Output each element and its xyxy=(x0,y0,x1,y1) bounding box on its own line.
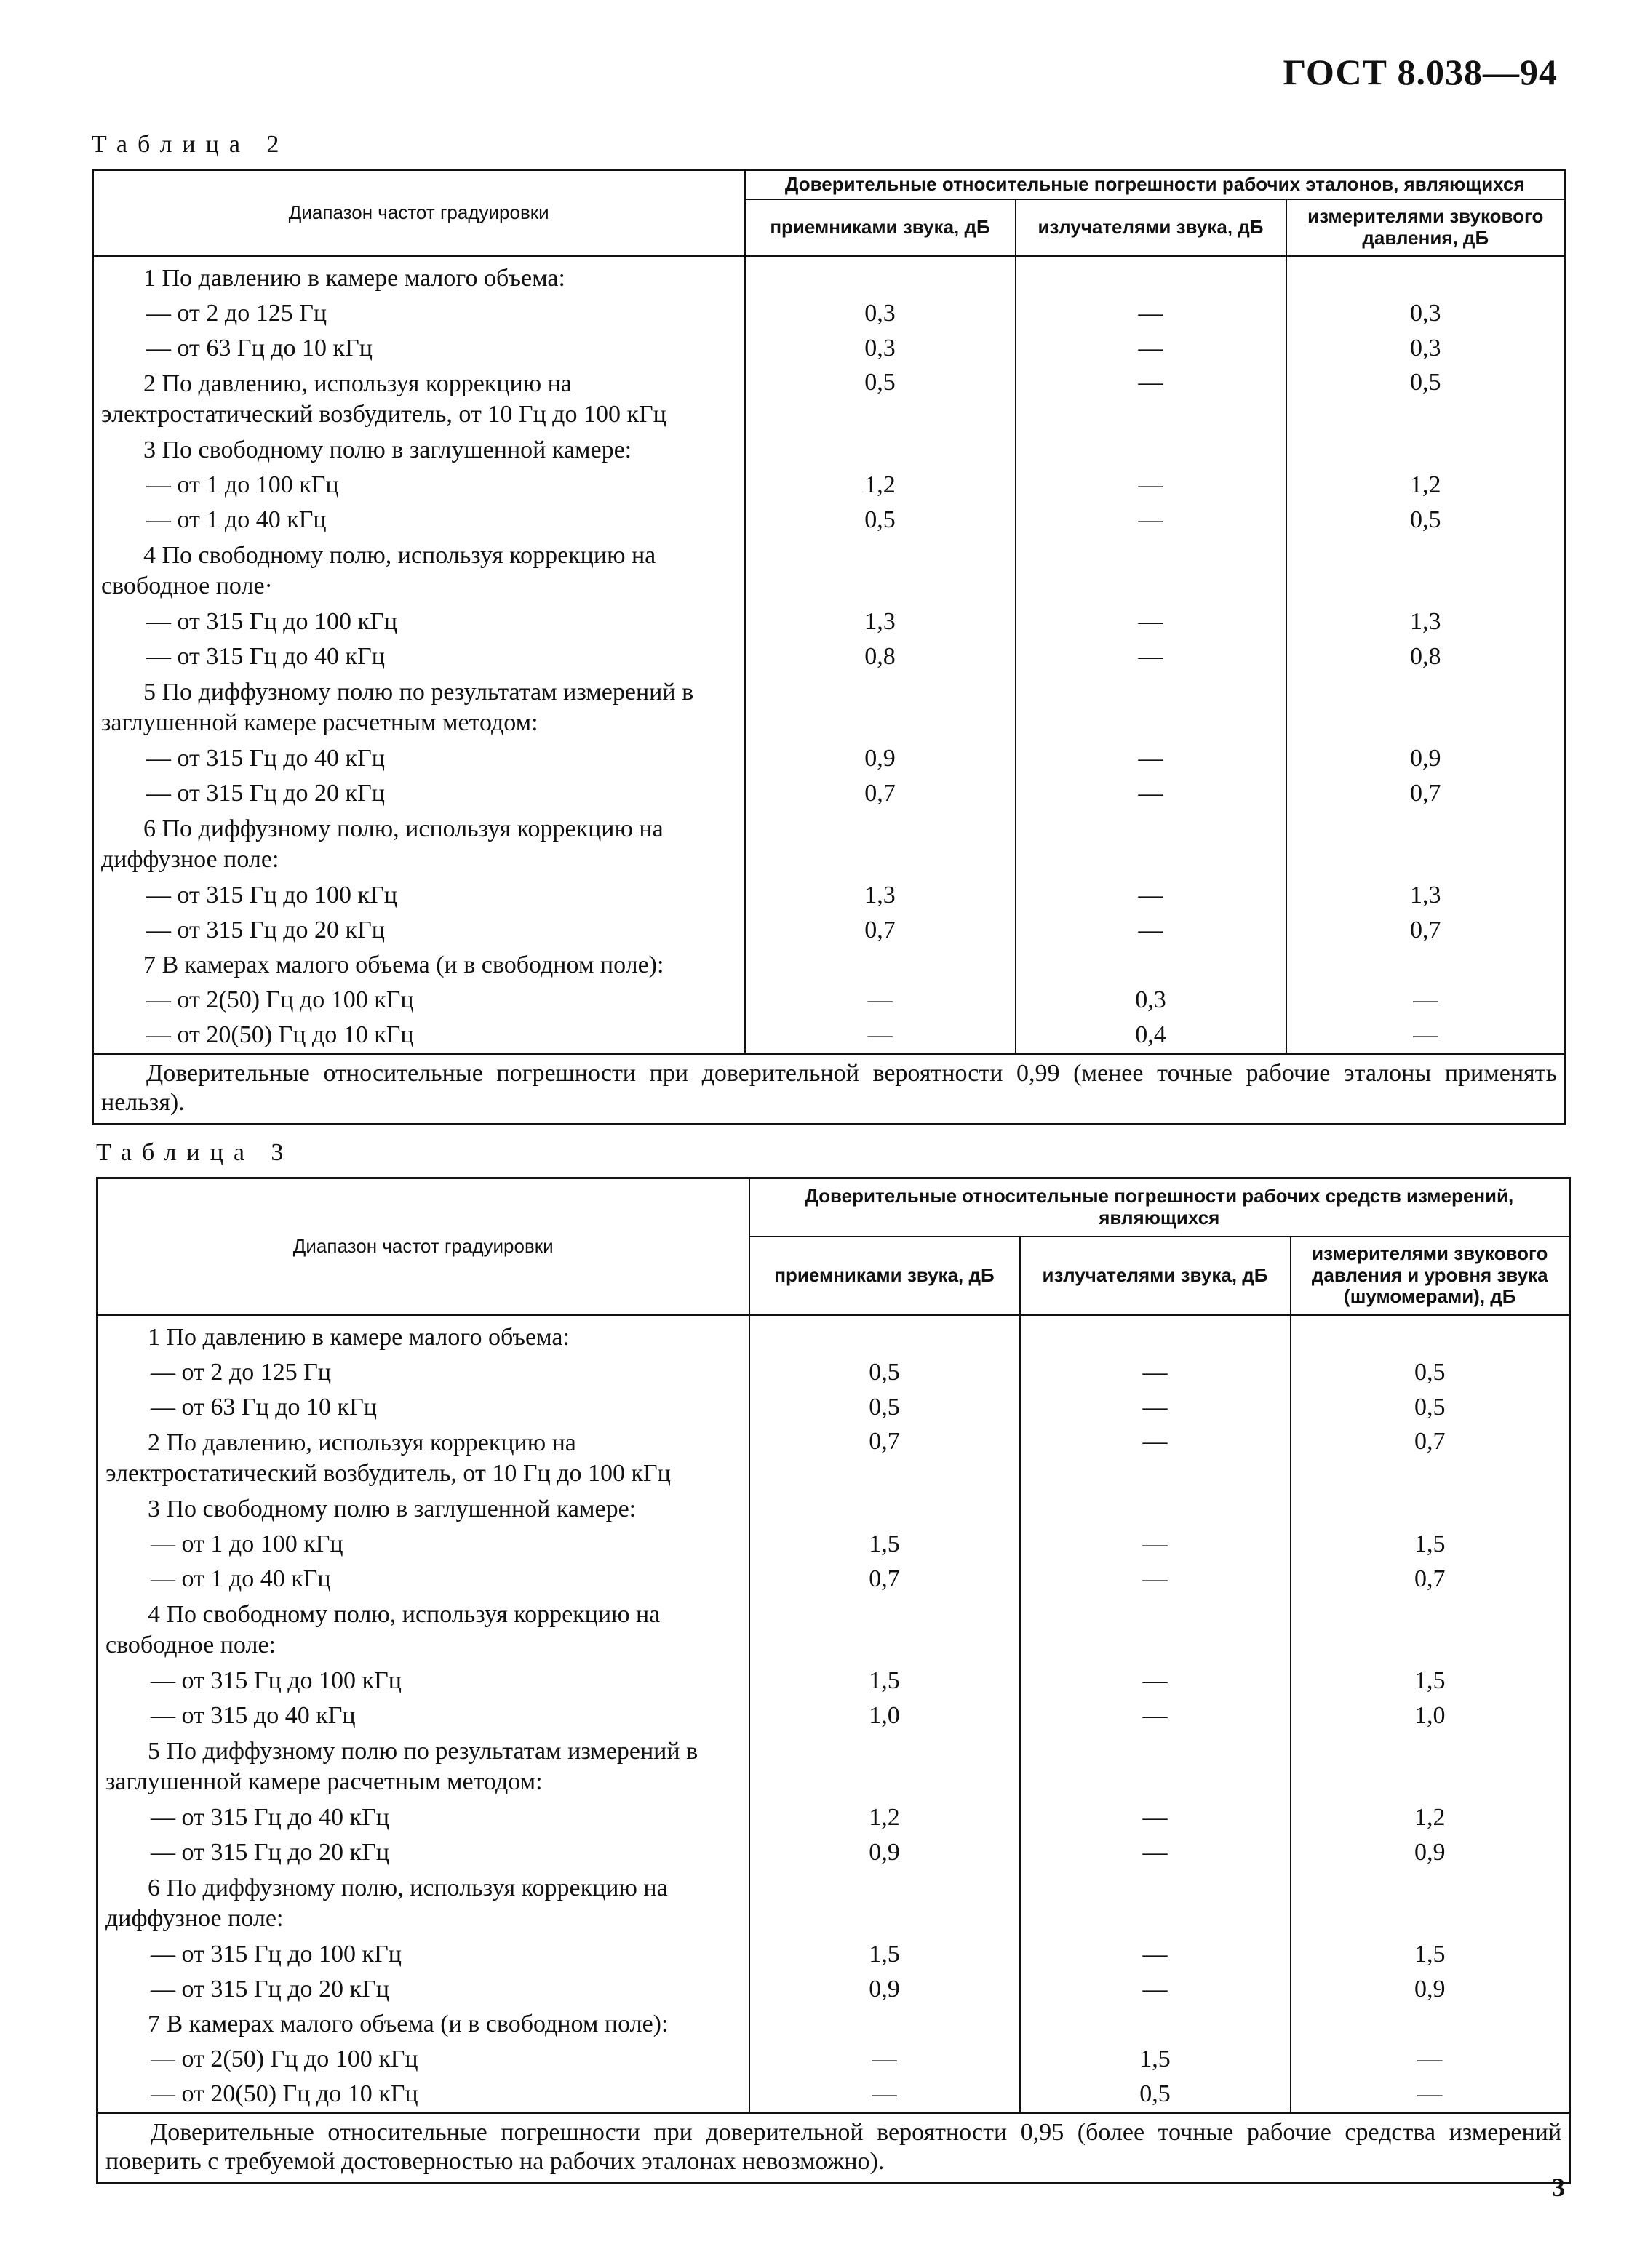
emitter-error-cell xyxy=(1016,433,1286,468)
table-row xyxy=(97,2042,1570,2077)
emitter-error-cell xyxy=(1020,2007,1291,2042)
table-row xyxy=(97,1972,1570,2007)
frequency-range: — от 315 Гц до 20 кГц xyxy=(93,913,745,948)
frequency-range: — от 315 Гц до 20 кГц xyxy=(97,1835,749,1870)
frequency-range: — от 20(50) Гц до 10 кГц xyxy=(93,1018,745,1054)
group-header: Доверительные относительные погрешности рабочих эталонов, являющихся xyxy=(745,170,1566,199)
range-column-header: Диапазон частот градуировки xyxy=(93,170,745,256)
emitter-error-cell xyxy=(1020,1733,1291,1800)
receiver-error-cell: 0,7 xyxy=(745,913,1016,948)
receiver-error-cell xyxy=(745,256,1016,296)
column-header-emitters: излучателями звука, дБ xyxy=(1016,199,1286,256)
table-row xyxy=(93,948,1566,983)
emitter-error-cell: — xyxy=(1020,1698,1291,1733)
row-heading: 3 По свободному полю в заглушенной камере: xyxy=(93,433,745,468)
column-header-receivers: приемниками звука, дБ xyxy=(745,199,1016,256)
receiver-error-cell: 1,3 xyxy=(745,878,1016,913)
meter-error-cell: 1,2 xyxy=(1286,468,1566,503)
receiver-error-cell xyxy=(745,811,1016,878)
table-caption: Таблица 3 xyxy=(96,1139,294,1166)
row-heading: 6 По диффузному полю, используя коррекцию на диффузное поле: xyxy=(93,811,745,878)
receiver-error-cell: 0,7 xyxy=(749,1425,1020,1492)
emitter-error-cell: — xyxy=(1020,1390,1291,1425)
meter-error-cell xyxy=(1291,1733,1570,1800)
row-heading: 1 По давлению в камере малого объема: xyxy=(93,256,745,296)
receiver-error-cell: 0,5 xyxy=(745,503,1016,538)
meter-error-cell: 1,0 xyxy=(1291,1698,1570,1733)
emitter-error-cell: — xyxy=(1020,1664,1291,1698)
meter-error-cell: 0,7 xyxy=(1291,1562,1570,1597)
table-row xyxy=(97,1315,1570,1355)
table-row xyxy=(93,913,1566,948)
meter-error-cell: 1,3 xyxy=(1286,604,1566,639)
meter-error-cell: 1,5 xyxy=(1291,1937,1570,1972)
emitter-error-cell: — xyxy=(1016,741,1286,776)
receiver-error-cell: 0,5 xyxy=(749,1355,1020,1390)
emitter-error-cell: — xyxy=(1020,1562,1291,1597)
frequency-range: — от 315 Гц до 100 кГц xyxy=(93,604,745,639)
frequency-range: — от 1 до 100 кГц xyxy=(97,1527,749,1562)
receiver-error-cell: 1,2 xyxy=(745,468,1016,503)
meter-error-cell: 1,2 xyxy=(1291,1800,1570,1835)
table-row xyxy=(97,1492,1570,1527)
meter-error-cell: 0,5 xyxy=(1291,1355,1570,1390)
receiver-error-cell xyxy=(749,1733,1020,1800)
table-row xyxy=(97,1425,1570,1492)
frequency-range: — от 315 Гц до 40 кГц xyxy=(93,741,745,776)
emitter-error-cell: — xyxy=(1016,296,1286,331)
receiver-error-cell: — xyxy=(749,2042,1020,2077)
row-heading: 7 В камерах малого объема (и в свободном поле): xyxy=(97,2007,749,2042)
emitter-error-cell: 0,3 xyxy=(1016,983,1286,1018)
receiver-error-cell xyxy=(745,674,1016,741)
table-row xyxy=(93,604,1566,639)
emitter-error-cell xyxy=(1020,1315,1291,1355)
emitter-error-cell xyxy=(1016,811,1286,878)
table-row xyxy=(97,1870,1570,1937)
frequency-range: — от 63 Гц до 10 кГц xyxy=(93,331,745,366)
emitter-error-cell: — xyxy=(1020,1835,1291,1870)
row-heading: 4 По свободному полю, используя коррекцию на свободное поле: xyxy=(97,1597,749,1664)
emitter-error-cell: — xyxy=(1016,604,1286,639)
emitter-error-cell: — xyxy=(1020,1937,1291,1972)
meter-error-cell: 0,3 xyxy=(1286,331,1566,366)
frequency-range: — от 315 до 40 кГц xyxy=(97,1698,749,1733)
meter-error-cell: 0,7 xyxy=(1286,776,1566,811)
table-row xyxy=(93,256,1566,296)
frequency-range: — от 2 до 125 Гц xyxy=(93,296,745,331)
table-row xyxy=(97,1664,1570,1698)
column-header-meters: измерителями звукового давления и уровня звука (шумомерами), дБ xyxy=(1291,1237,1570,1315)
receiver-error-cell: 0,8 xyxy=(745,639,1016,674)
table-row xyxy=(97,1698,1570,1733)
emitter-error-cell: — xyxy=(1020,1355,1291,1390)
table-row xyxy=(93,296,1566,331)
column-header-receivers: приемниками звука, дБ xyxy=(749,1237,1020,1315)
meter-error-cell xyxy=(1286,538,1566,604)
receiver-error-cell xyxy=(745,433,1016,468)
receiver-error-cell: 1,5 xyxy=(749,1664,1020,1698)
receiver-error-cell xyxy=(749,1870,1020,1937)
receiver-error-cell xyxy=(749,1597,1020,1664)
table-footnote: Доверительные относительные погрешности при доверительной вероятности 0,95 (более точные рабочие средства измерений поверить с требуемой достоверностью на рабочих эталонах невозможно). xyxy=(97,2112,1570,2183)
receiver-error-cell xyxy=(745,948,1016,983)
receiver-error-cell xyxy=(745,538,1016,604)
emitter-error-cell: — xyxy=(1020,1972,1291,2007)
receiver-error-cell: 1,2 xyxy=(749,1800,1020,1835)
row-heading: 5 По диффузному полю по результатам измерений в заглушенной камере расчетным методом: xyxy=(93,674,745,741)
meter-error-cell xyxy=(1291,1492,1570,1527)
document-code: ГОСТ 8.038—94 xyxy=(1283,52,1558,92)
table-row xyxy=(97,1390,1570,1425)
meter-error-cell: — xyxy=(1286,1018,1566,1054)
table-row xyxy=(93,1018,1566,1054)
table-row xyxy=(93,878,1566,913)
meter-error-cell: 0,9 xyxy=(1291,1972,1570,2007)
column-header-emitters: излучателями звука, дБ xyxy=(1020,1237,1291,1315)
table-row xyxy=(97,1597,1570,1664)
receiver-error-cell: 0,9 xyxy=(745,741,1016,776)
meter-error-cell: 0,3 xyxy=(1286,296,1566,331)
receiver-error-cell: 1,5 xyxy=(749,1937,1020,1972)
meter-error-cell: — xyxy=(1291,2077,1570,2113)
meter-error-cell: 1,3 xyxy=(1286,878,1566,913)
frequency-range: — от 315 Гц до 100 кГц xyxy=(93,878,745,913)
receiver-error-cell: 0,5 xyxy=(745,366,1016,433)
table-row xyxy=(93,366,1566,433)
receiver-error-cell xyxy=(749,2007,1020,2042)
table-row xyxy=(93,776,1566,811)
emitter-error-cell: — xyxy=(1016,776,1286,811)
emitter-error-cell: — xyxy=(1016,468,1286,503)
emitter-error-cell: — xyxy=(1016,878,1286,913)
meter-error-cell: 0,5 xyxy=(1291,1390,1570,1425)
meter-error-cell xyxy=(1291,1870,1570,1937)
meter-error-cell xyxy=(1286,256,1566,296)
table-row xyxy=(93,983,1566,1018)
emitter-error-cell: — xyxy=(1016,366,1286,433)
meter-error-cell: 0,7 xyxy=(1291,1425,1570,1492)
emitter-error-cell: — xyxy=(1016,331,1286,366)
emitter-error-cell: — xyxy=(1020,1425,1291,1492)
emitter-error-cell xyxy=(1020,1870,1291,1937)
meter-error-cell: 0,7 xyxy=(1286,913,1566,948)
page-number: 3 xyxy=(1552,2173,1565,2202)
table-row xyxy=(97,1562,1570,1597)
table-footnote: Доверительные относительные погрешности при доверительной вероятности 0,99 (менее точные рабочие эталоны применять нельзя). xyxy=(93,1053,1566,1124)
meter-error-cell xyxy=(1291,1315,1570,1355)
table-row xyxy=(93,331,1566,366)
receiver-error-cell: 0,5 xyxy=(749,1390,1020,1425)
table-row xyxy=(93,674,1566,741)
receiver-error-cell: 0,7 xyxy=(745,776,1016,811)
table-row xyxy=(97,1937,1570,1972)
frequency-range: — от 2(50) Гц до 100 кГц xyxy=(93,983,745,1018)
meter-error-cell xyxy=(1291,1597,1570,1664)
emitter-error-cell: — xyxy=(1016,913,1286,948)
table-row xyxy=(93,741,1566,776)
row-heading: 1 По давлению в камере малого объема: xyxy=(97,1315,749,1355)
table-row xyxy=(97,1800,1570,1835)
frequency-range: — от 315 Гц до 20 кГц xyxy=(97,1972,749,2007)
receiver-error-cell: 0,9 xyxy=(749,1972,1020,2007)
table-row xyxy=(93,468,1566,503)
frequency-range: — от 315 Гц до 20 кГц xyxy=(93,776,745,811)
emitter-error-cell xyxy=(1020,1597,1291,1664)
receiver-error-cell: 0,3 xyxy=(745,331,1016,366)
emitter-error-cell: 0,4 xyxy=(1016,1018,1286,1054)
emitter-error-cell: — xyxy=(1020,1800,1291,1835)
emitter-error-cell: — xyxy=(1020,1527,1291,1562)
meter-error-cell: 0,9 xyxy=(1286,741,1566,776)
row-heading: 7 В камерах малого объема (и в свободном поле): xyxy=(93,948,745,983)
frequency-range: — от 2(50) Гц до 100 кГц xyxy=(97,2042,749,2077)
meter-error-cell xyxy=(1291,2007,1570,2042)
table-row xyxy=(97,1835,1570,1870)
emitter-error-cell xyxy=(1016,948,1286,983)
receiver-error-cell: 0,9 xyxy=(749,1835,1020,1870)
emitter-error-cell xyxy=(1016,256,1286,296)
meter-error-cell: — xyxy=(1291,2042,1570,2077)
emitter-error-cell: — xyxy=(1016,503,1286,538)
table-caption: Таблица 2 xyxy=(92,131,290,158)
receiver-error-cell xyxy=(749,1315,1020,1355)
frequency-range: — от 20(50) Гц до 10 кГц xyxy=(97,2077,749,2113)
frequency-range: — от 1 до 40 кГц xyxy=(97,1562,749,1597)
table-row xyxy=(93,811,1566,878)
group-header: Доверительные относительные погрешности рабочих средств измерений, являющихся xyxy=(749,1178,1570,1237)
table-row xyxy=(93,503,1566,538)
receiver-error-cell: — xyxy=(749,2077,1020,2113)
meter-error-cell: 0,5 xyxy=(1286,366,1566,433)
table-row xyxy=(97,1355,1570,1390)
receiver-error-cell: — xyxy=(745,983,1016,1018)
meter-error-cell: 0,9 xyxy=(1291,1835,1570,1870)
row-heading: 4 По свободному полю, используя коррекцию на свободное поле· xyxy=(93,538,745,604)
meter-error-cell: 0,8 xyxy=(1286,639,1566,674)
table-row xyxy=(93,639,1566,674)
emitter-error-cell xyxy=(1016,538,1286,604)
table-row xyxy=(93,433,1566,468)
table-row xyxy=(97,1733,1570,1800)
table-row xyxy=(97,2007,1570,2042)
receiver-error-cell: 1,5 xyxy=(749,1527,1020,1562)
table-row xyxy=(97,2077,1570,2113)
meter-error-cell: — xyxy=(1286,983,1566,1018)
frequency-range: — от 315 Гц до 100 кГц xyxy=(97,1664,749,1698)
emitter-error-cell: 0,5 xyxy=(1020,2077,1291,2113)
row-heading: 3 По свободному полю в заглушенной камере: xyxy=(97,1492,749,1527)
frequency-range: — от 315 Гц до 100 кГц xyxy=(97,1937,749,1972)
table-row xyxy=(97,1527,1570,1562)
emitter-error-cell xyxy=(1020,1492,1291,1527)
row-heading: 6 По диффузному полю, используя коррекцию на диффузное поле: xyxy=(97,1870,749,1937)
range-column-header: Диапазон частот градуировки xyxy=(97,1178,749,1315)
receiver-error-cell: 0,3 xyxy=(745,296,1016,331)
meter-error-cell xyxy=(1286,433,1566,468)
column-header-meters: измерителями звукового давления, дБ xyxy=(1286,199,1566,256)
frequency-range: — от 1 до 100 кГц xyxy=(93,468,745,503)
emitter-error-cell: — xyxy=(1016,639,1286,674)
frequency-range: — от 1 до 40 кГц xyxy=(93,503,745,538)
receiver-error-cell: 1,3 xyxy=(745,604,1016,639)
error-table xyxy=(92,169,1566,1125)
meter-error-cell: 1,5 xyxy=(1291,1664,1570,1698)
meter-error-cell xyxy=(1286,948,1566,983)
row-heading: 2 По давлению, используя коррекцию на электростатический возбудитель, от 10 Гц до 100 кГц xyxy=(93,366,745,433)
frequency-range: — от 63 Гц до 10 кГц xyxy=(97,1390,749,1425)
receiver-error-cell: 1,0 xyxy=(749,1698,1020,1733)
table-row xyxy=(93,538,1566,604)
emitter-error-cell xyxy=(1016,674,1286,741)
emitter-error-cell: 1,5 xyxy=(1020,2042,1291,2077)
frequency-range: — от 315 Гц до 40 кГц xyxy=(93,639,745,674)
meter-error-cell: 0,5 xyxy=(1286,503,1566,538)
row-heading: 2 По давлению, используя коррекцию на электростатический возбудитель, от 10 Гц до 100 кГц xyxy=(97,1425,749,1492)
row-heading: 5 По диффузному полю по результатам измерений в заглушенной камере расчетным методом: xyxy=(97,1733,749,1800)
frequency-range: — от 2 до 125 Гц xyxy=(97,1355,749,1390)
receiver-error-cell: 0,7 xyxy=(749,1562,1020,1597)
error-table xyxy=(96,1177,1571,2184)
meter-error-cell: 1,5 xyxy=(1291,1527,1570,1562)
meter-error-cell xyxy=(1286,811,1566,878)
frequency-range: — от 315 Гц до 40 кГц xyxy=(97,1800,749,1835)
meter-error-cell xyxy=(1286,674,1566,741)
receiver-error-cell: — xyxy=(745,1018,1016,1054)
receiver-error-cell xyxy=(749,1492,1020,1527)
